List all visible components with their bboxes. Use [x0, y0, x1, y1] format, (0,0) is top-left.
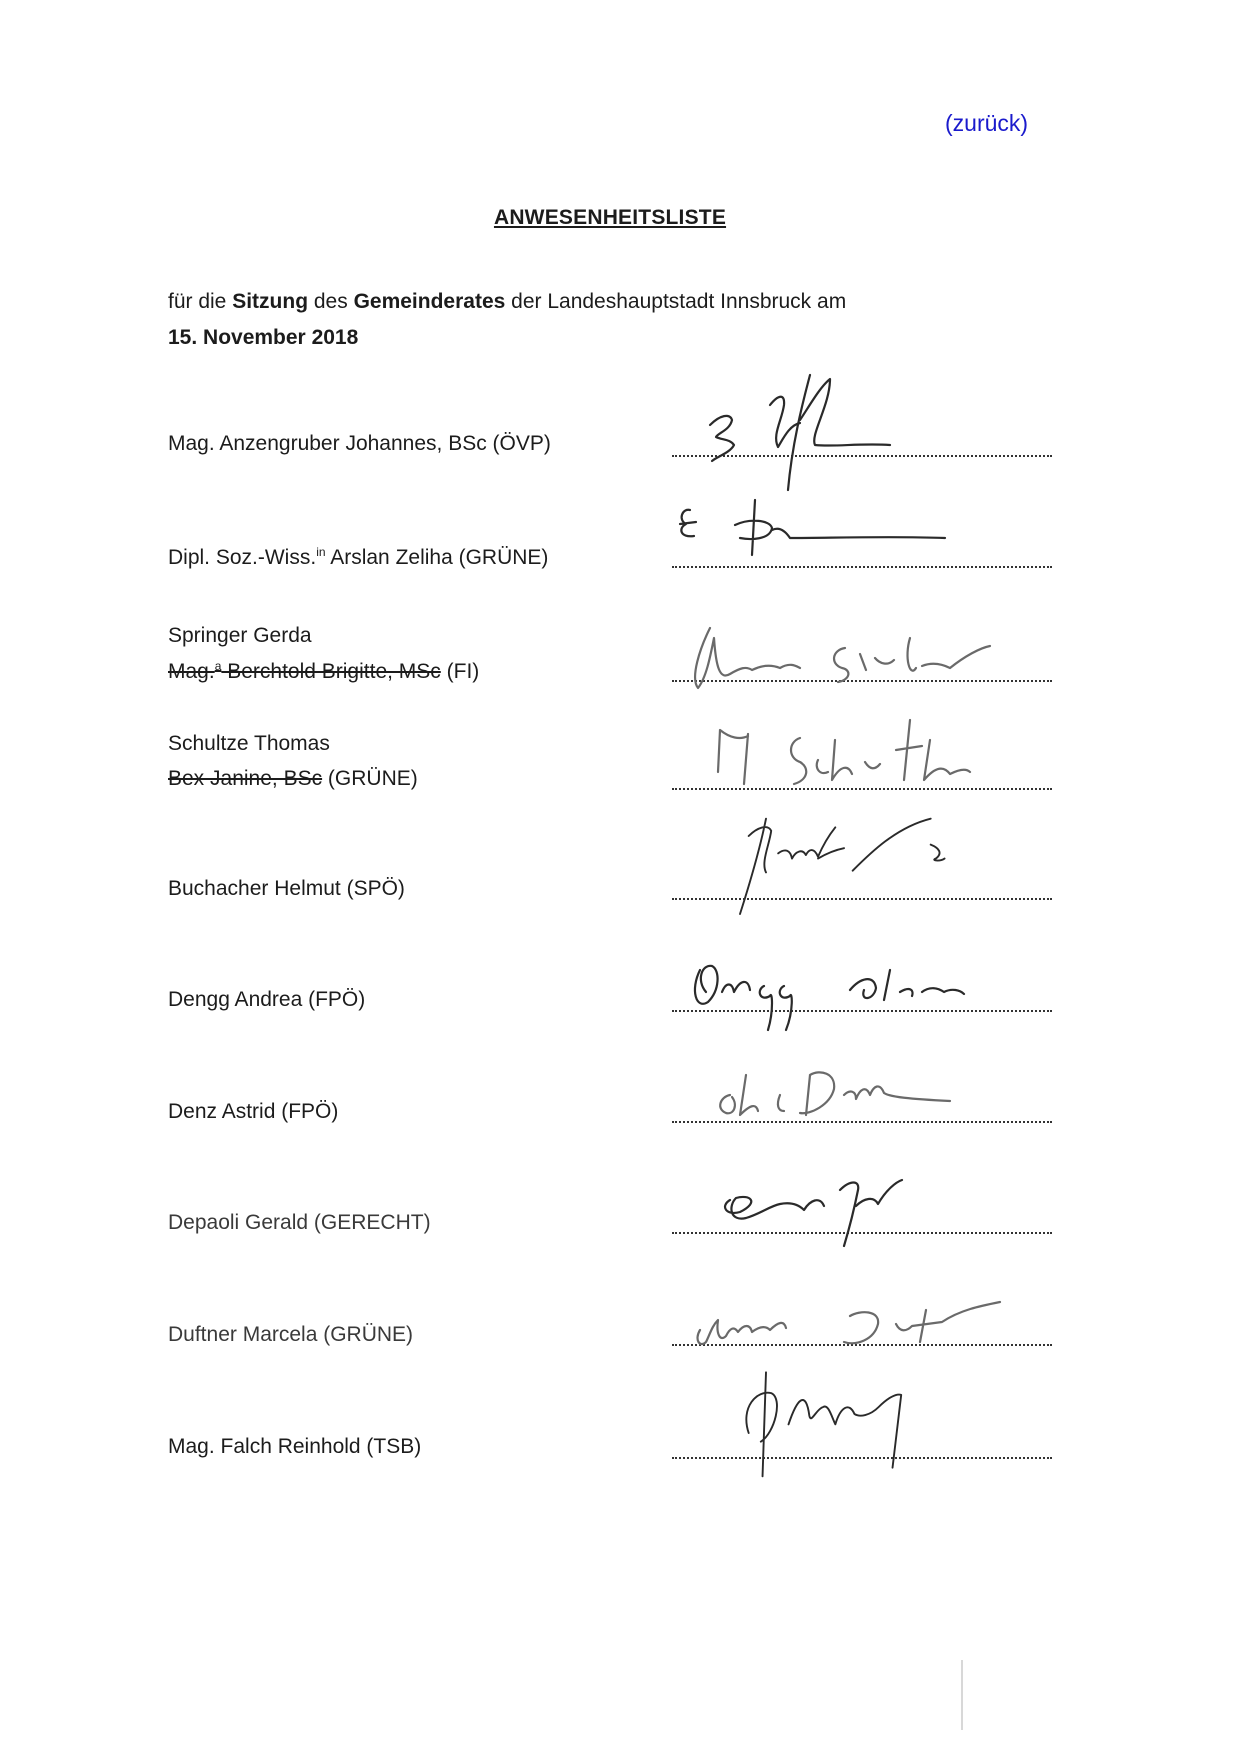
- signature-image: [660, 810, 1080, 940]
- signature-image: [660, 480, 1080, 610]
- back-link[interactable]: (zurück): [945, 110, 1029, 136]
- attendee-party: (GRÜNE): [322, 767, 418, 790]
- absent-name: Bex Janine, BSc: [168, 767, 323, 790]
- intro-text-2: des: [308, 290, 354, 313]
- substitute-name: Schultze Thomas: [168, 732, 330, 755]
- attendee-name: Buchacher Helmut (SPÖ): [168, 877, 405, 900]
- substitute-name: Springer Gerda: [168, 624, 312, 647]
- document-title: ANWESENHEITSLISTE: [493, 206, 727, 229]
- meeting-date: 15. November 2018: [168, 326, 359, 349]
- attendee-name: [168, 767, 418, 791]
- intro-text-3: der Landeshauptstadt Innsbruck am: [505, 290, 847, 313]
- attendee-party: (FI): [440, 660, 480, 683]
- intro-bold-1: Sitzung: [232, 290, 309, 313]
- intro-bold-2: Gemeinderates: [353, 290, 506, 313]
- absent-title-sup: a: [214, 659, 222, 673]
- absent-title: Mag.: [168, 660, 215, 683]
- absent-name: [168, 660, 441, 683]
- attendee-name: [168, 659, 479, 684]
- attendee-name: Duftner Marcela (GRÜNE): [168, 1323, 414, 1346]
- attendee-name-rest: Arslan Zeliha (GRÜNE): [325, 546, 549, 569]
- attendee-name: Depaoli Gerald (GERECHT): [168, 1211, 431, 1234]
- attendee-name: [168, 545, 548, 570]
- attendee-name: Mag. Falch Reinhold (TSB): [168, 1435, 422, 1458]
- attendee-name: Denz Astrid (FPÖ): [168, 1100, 339, 1123]
- signature-image: [660, 365, 1080, 495]
- signature-image: [660, 930, 1080, 1060]
- intro-text: [168, 284, 846, 356]
- signature-image: [660, 1355, 1080, 1485]
- attendee-name: Mag. Anzengruber Johannes, BSc (ÖVP): [168, 432, 551, 455]
- attendee-title: Dipl. Soz.-Wiss.: [168, 546, 317, 569]
- attendee-name: Dengg Andrea (FPÖ): [168, 988, 366, 1011]
- attendee-title-sup: in: [316, 545, 326, 559]
- absent-name-rest: Berchtold Brigitte, MSc: [221, 660, 441, 683]
- signature-image: [660, 1150, 1080, 1280]
- intro-text-1: für die: [168, 290, 233, 313]
- scan-artifact: [961, 1660, 963, 1730]
